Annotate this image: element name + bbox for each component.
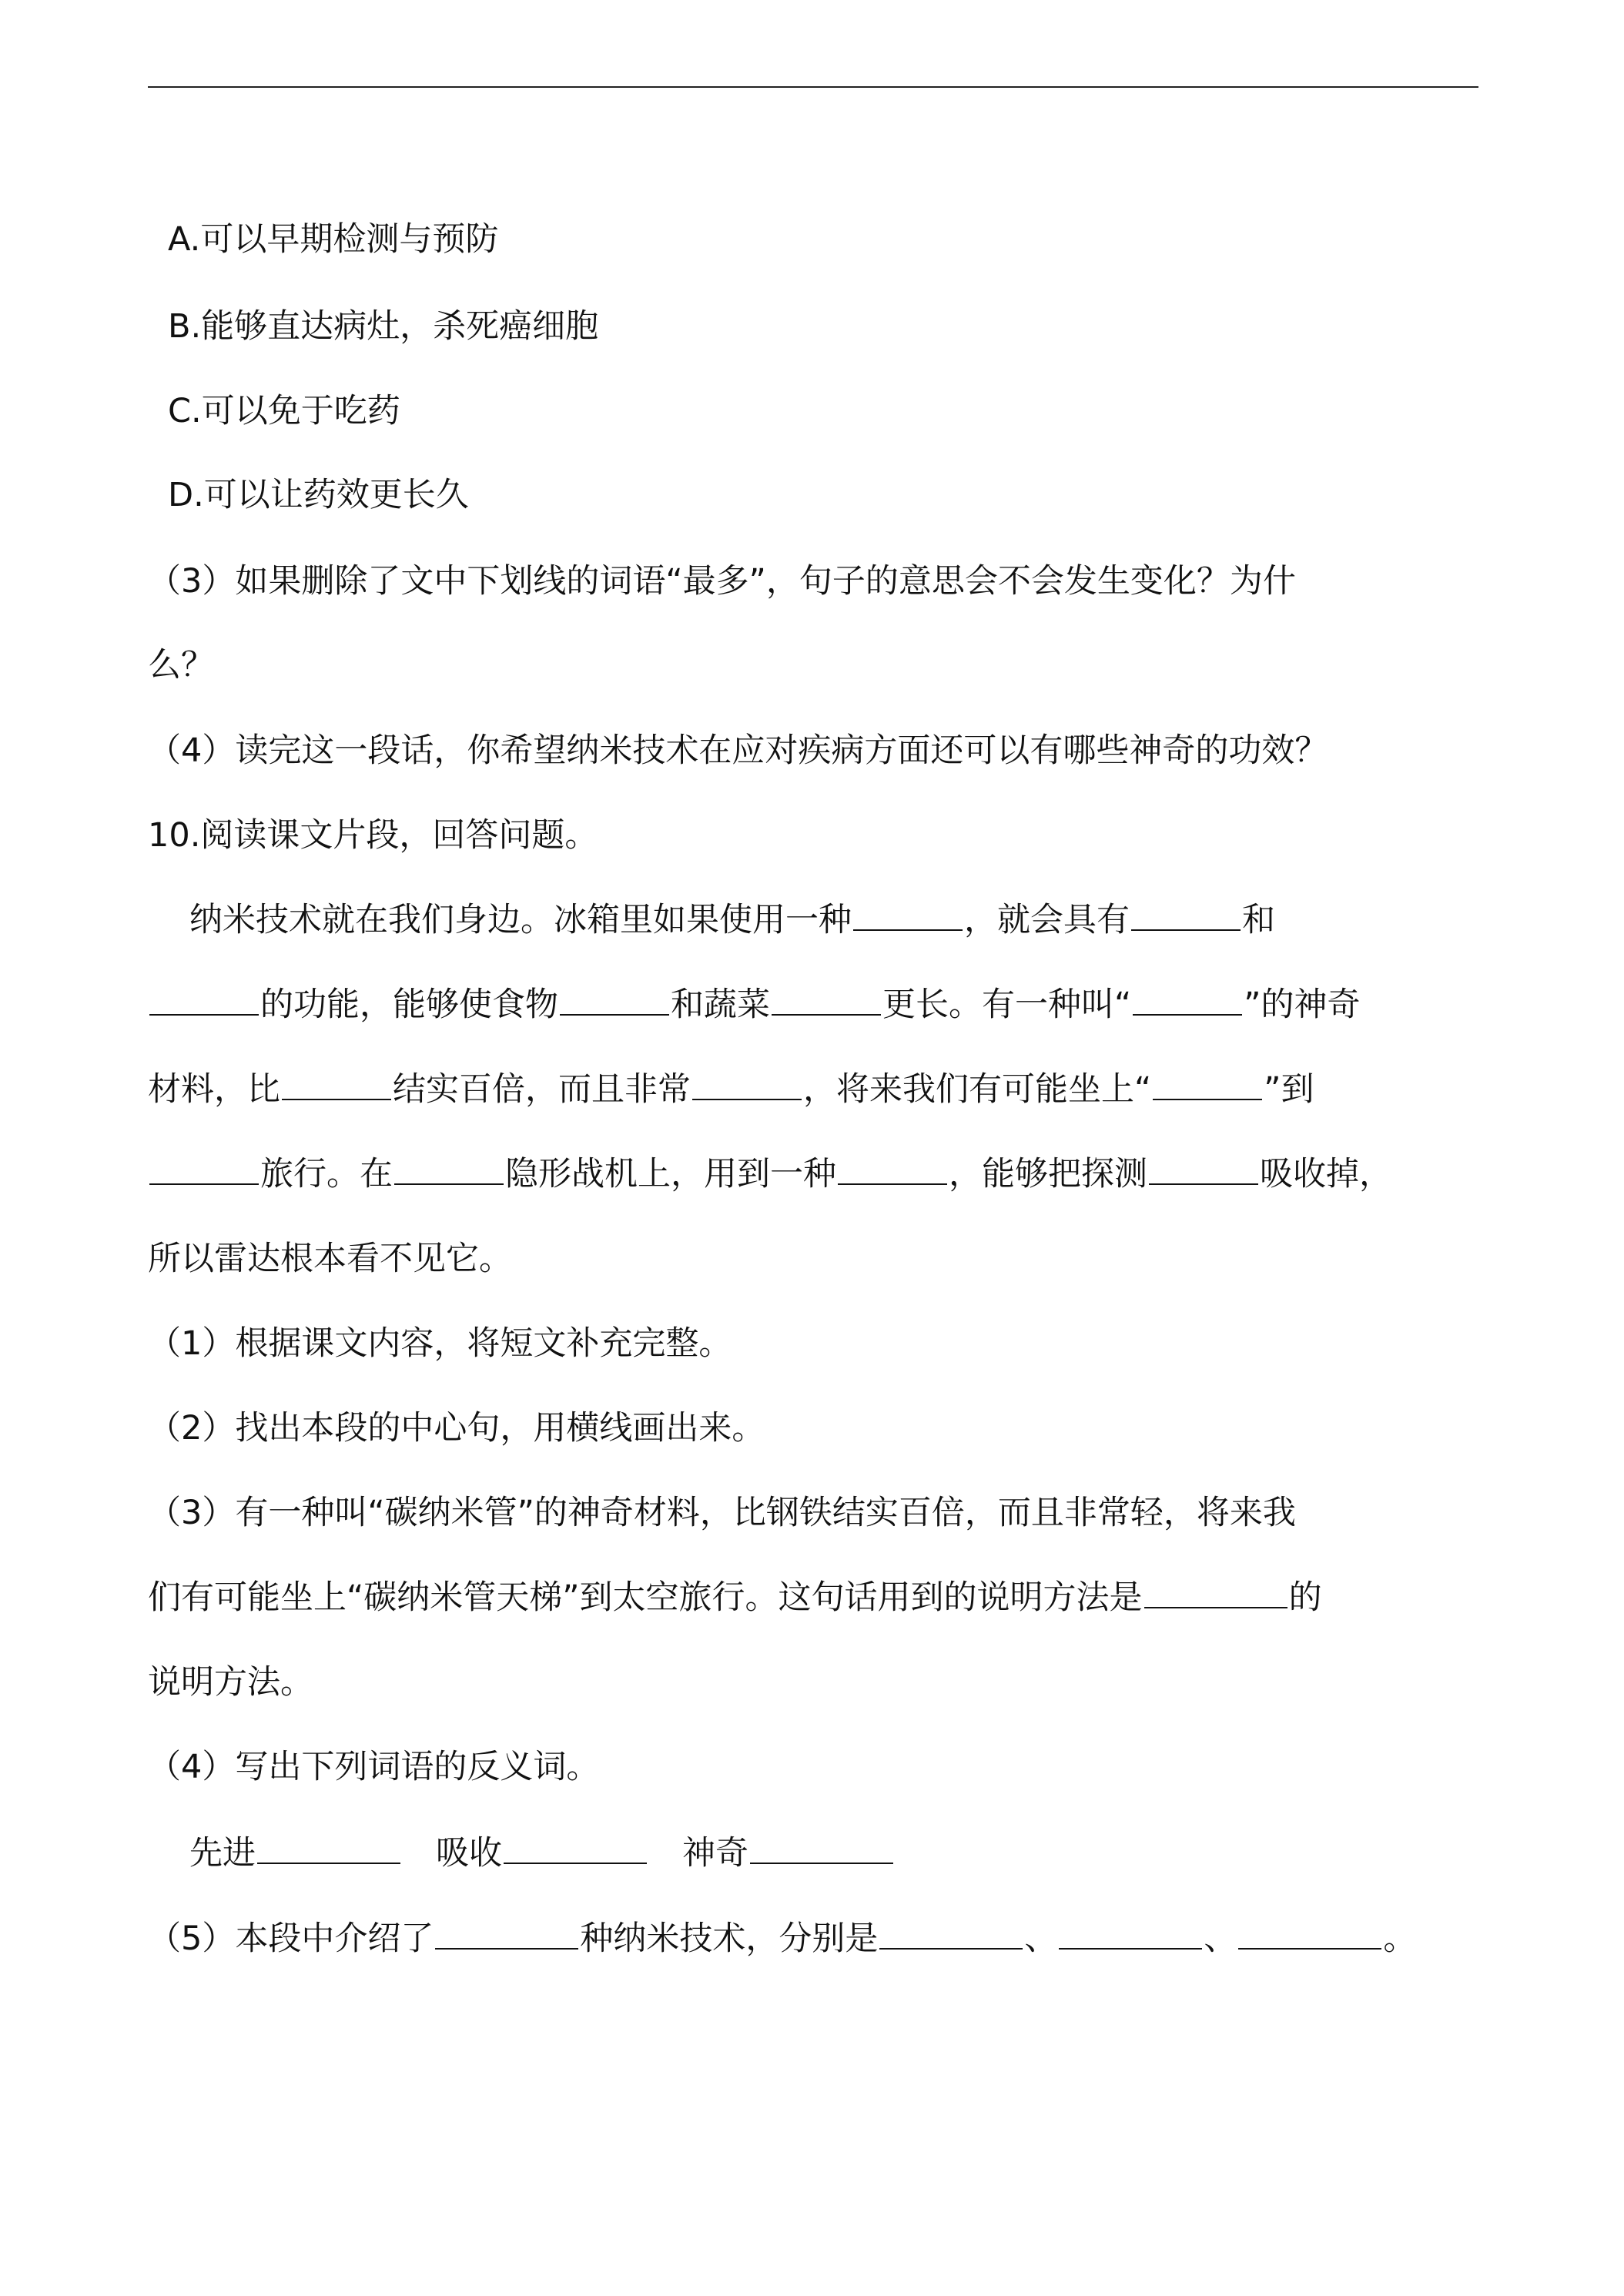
antonym-word: 先进 bbox=[189, 1834, 256, 1873]
option-c: C.可以免于吃药 bbox=[168, 392, 400, 430]
blank bbox=[1133, 1008, 1242, 1016]
q10-title: 10.阅读课文片段，回答问题。 bbox=[148, 816, 598, 855]
antonym-word: 神奇 bbox=[682, 1834, 748, 1873]
blank bbox=[257, 1856, 400, 1864]
q10-sub4: （4）写出下列词语的反义词。 bbox=[148, 1748, 600, 1786]
q10-sub5: （5）本段中介绍了 种纳米技术，分别是 、 、 。 bbox=[148, 1919, 1417, 1958]
q9-sub3-line1: （3）如果删除了文中下划线的词语“最多”，句子的意思会不会发生变化？为什 bbox=[148, 562, 1296, 601]
q10-sub3-line3: 说明方法。 bbox=[148, 1663, 313, 1702]
blank bbox=[772, 1008, 881, 1016]
blank bbox=[394, 1177, 504, 1185]
blank bbox=[560, 1008, 669, 1016]
blank bbox=[692, 1093, 802, 1100]
blank bbox=[838, 1177, 947, 1185]
passage-line-2: 的功能，能够使食物 和蔬菜 更长。有一种叫“ ”的神奇 bbox=[148, 982, 1478, 1028]
blank bbox=[879, 1942, 1023, 1950]
blank bbox=[504, 1856, 647, 1864]
blank bbox=[853, 923, 963, 931]
q10-sub1: （1）根据课文内容，将短文补充完整。 bbox=[148, 1324, 732, 1363]
blank bbox=[1059, 1942, 1202, 1950]
blank bbox=[149, 1008, 259, 1016]
passage-line-4: 旅行。在 隐形战机上，用到一种 ，能够把探测 吸收掉， bbox=[148, 1151, 1478, 1197]
blank bbox=[1149, 1177, 1258, 1185]
q9-sub3-line2: 么？ bbox=[148, 646, 214, 684]
antonym-word: 吸收 bbox=[436, 1834, 502, 1873]
blank bbox=[282, 1093, 391, 1100]
q10-sub3-line1: （3）有一种叫“碳纳米管”的神奇材料，比钢铁结实百倍，而且非常轻，将来我 bbox=[148, 1494, 1296, 1532]
blank bbox=[1131, 923, 1241, 931]
blank bbox=[1238, 1942, 1381, 1950]
blank bbox=[149, 1177, 259, 1185]
passage-line-3: 材料，比 结实百倍，而且非常 ，将来我们有可能坐上“ ”到 bbox=[148, 1070, 1314, 1109]
blank bbox=[750, 1856, 893, 1864]
blank bbox=[1144, 1601, 1287, 1608]
q9-sub4: （4）读完这一段话，你希望纳米技术在应对疾病方面还可以有哪些神奇的功效？ bbox=[148, 731, 1328, 770]
antonym-row bbox=[189, 1830, 1478, 1876]
passage-line-1: 纳米技术就在我们身边。冰箱里如果使用一种 ，就会具有 和 bbox=[189, 901, 1275, 939]
option-a: A.可以早期检测与预防 bbox=[168, 220, 499, 259]
blank bbox=[435, 1942, 578, 1950]
header-rule bbox=[148, 86, 1478, 88]
option-b: B.能够直达病灶，杀死癌细胞 bbox=[168, 307, 599, 346]
blank bbox=[1153, 1093, 1262, 1100]
q10-sub3-line2: 们有可能坐上“碳纳米管天梯”到太空旅行。这句话用到的说明方法是 的 bbox=[148, 1578, 1322, 1617]
q10-sub2: （2）找出本段的中心句，用横线画出来。 bbox=[148, 1409, 765, 1448]
passage-line-5: 所以雷达根本看不见它。 bbox=[148, 1240, 512, 1278]
option-d: D.可以让药效更长久 bbox=[168, 476, 469, 514]
